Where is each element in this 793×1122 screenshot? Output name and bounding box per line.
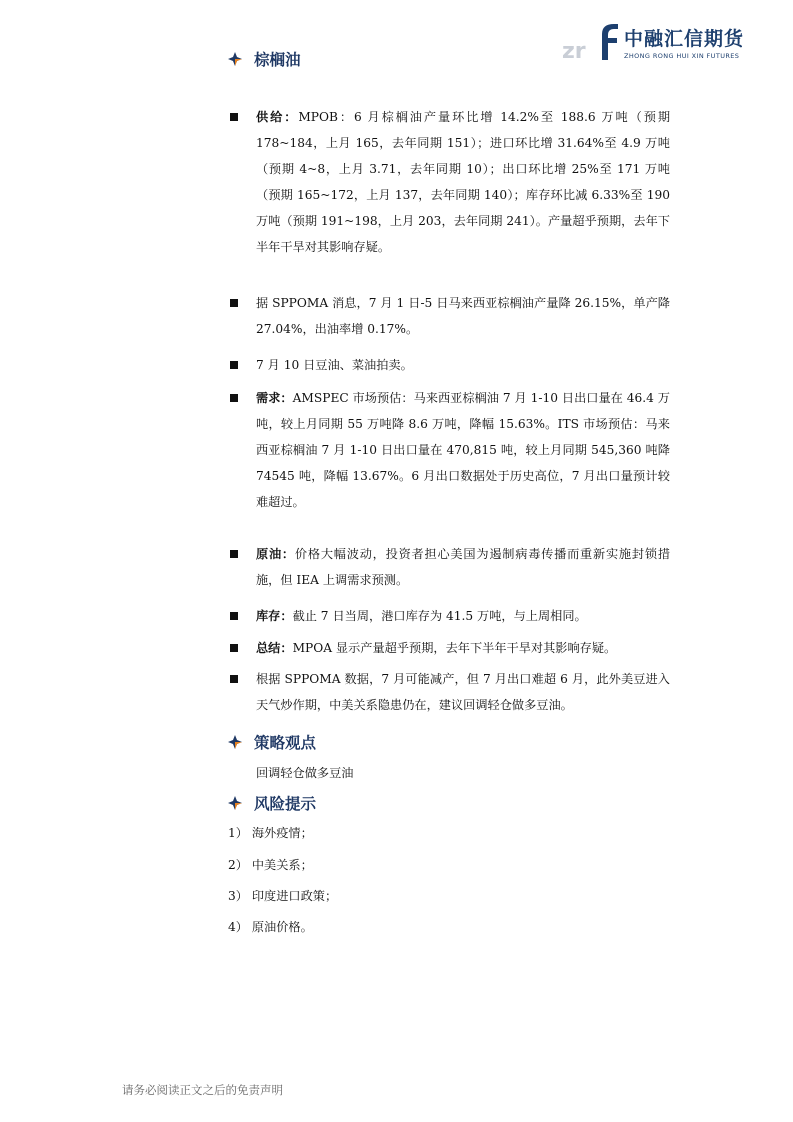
list-item-inventory bbox=[230, 603, 670, 629]
item-label: 总结： bbox=[256, 641, 293, 655]
item-text: MPOB：6 月棕榈油产量环比增 14.2%至 188.6 万吨（预期 178~184，上月 165，去年同期 151）；进口环比增 31.64%至 4.9 万吨（预期 4~8，上月 3.71，去年同期 10）；出口环比增 25%至 171 万吨（预期 165~172，上月 137，去年同期 140）；库存环比减 6.33%至 190 万吨（预期 191~198，上月 203，去年同期 241）。产量超乎预期，去年下半年干旱对其影响存疑。 bbox=[256, 110, 671, 254]
item-text: AMSPEC 市场预估：马来西亚棕榈油 7 月 1-10 日出口量在 46.4 万吨，较上月同期 55 万吨降 8.6 万吨，降幅 15.63%。ITS 市场预估：马来西亚棕榈油 7 月 1-10 日出口量在 470,815 吨，较上月同期 545,360 吨降 74545 吨，降幅 13.67%。6 月出口数据处于历史高位，7 月出口量预计较难超过。 bbox=[256, 391, 670, 509]
diamond-arrow-icon bbox=[228, 735, 242, 749]
item-label: 需求： bbox=[256, 391, 293, 405]
list-item-auction bbox=[230, 352, 670, 378]
risk-item: 4） 原油价格。 bbox=[228, 920, 313, 934]
square-bullet-icon bbox=[230, 299, 238, 307]
square-bullet-icon bbox=[230, 113, 238, 121]
item-text: 据 SPPOMA 消息，7 月 1 日-5 日马来西亚棕榈油产量降 26.15%，单产降 27.04%，出油率增 0.17%。 bbox=[256, 296, 670, 336]
list-item-summary bbox=[230, 635, 670, 661]
company-logo bbox=[562, 20, 772, 64]
square-bullet-icon bbox=[230, 394, 238, 402]
item-text: MPOA 显示产量超乎预期，去年下半年干旱对其影响存疑。 bbox=[292, 641, 617, 655]
item-label: 供给： bbox=[256, 110, 299, 124]
logo-name-cn: 中融汇信期货 bbox=[624, 28, 745, 50]
item-text: 截止 7 日当周，港口库存为 41.5 万吨，与上周相同。 bbox=[292, 609, 587, 623]
item-label: 原油： bbox=[256, 547, 295, 561]
list-item-sppoma bbox=[230, 290, 670, 342]
square-bullet-icon bbox=[230, 675, 238, 683]
diamond-arrow-icon bbox=[228, 796, 242, 810]
section-heading-strategy bbox=[228, 729, 316, 755]
list-item-outlook bbox=[230, 666, 670, 718]
heading-text: 策略观点 bbox=[254, 734, 317, 752]
square-bullet-icon bbox=[230, 612, 238, 620]
zrf-logo-mark bbox=[562, 20, 624, 64]
item-label: 库存： bbox=[256, 609, 293, 623]
list-item-supply bbox=[230, 104, 670, 260]
section-heading-palm-oil bbox=[228, 46, 301, 72]
risk-item: 3） 印度进口政策； bbox=[228, 889, 338, 903]
risk-item: 2） 中美关系； bbox=[228, 858, 313, 872]
item-text: 根据 SPPOMA 数据，7 月可能减产，但 7 月出口难超 6 月，此外美豆进入天气炒作期，中美关系隐患仍在，建议回调轻仓做多豆油。 bbox=[256, 672, 670, 712]
square-bullet-icon bbox=[230, 550, 238, 558]
square-bullet-icon bbox=[230, 644, 238, 652]
section-heading-risk bbox=[228, 790, 316, 816]
heading-text: 棕榈油 bbox=[254, 51, 301, 69]
logo-name-en: ZHONG RONG HUI XIN FUTURES bbox=[624, 52, 740, 60]
square-bullet-icon bbox=[230, 361, 238, 369]
strategy-text: 回调轻仓做多豆油 bbox=[256, 766, 354, 780]
risk-item: 1） 海外疫情； bbox=[228, 826, 313, 840]
item-text: 价格大幅波动，投资者担心美国为遏制病毒传播而重新实施封锁措施，但 IEA 上调需求预测。 bbox=[256, 547, 671, 587]
diamond-arrow-icon bbox=[228, 52, 242, 66]
item-text: 7 月 10 日豆油、菜油拍卖。 bbox=[256, 358, 413, 372]
footer-disclaimer: 请务必阅读正文之后的免责声明 bbox=[122, 1083, 283, 1097]
list-item-crude-oil bbox=[230, 541, 670, 593]
heading-text: 风险提示 bbox=[254, 795, 317, 813]
svg-text:zr: zr bbox=[562, 39, 586, 64]
list-item-demand bbox=[230, 385, 670, 515]
